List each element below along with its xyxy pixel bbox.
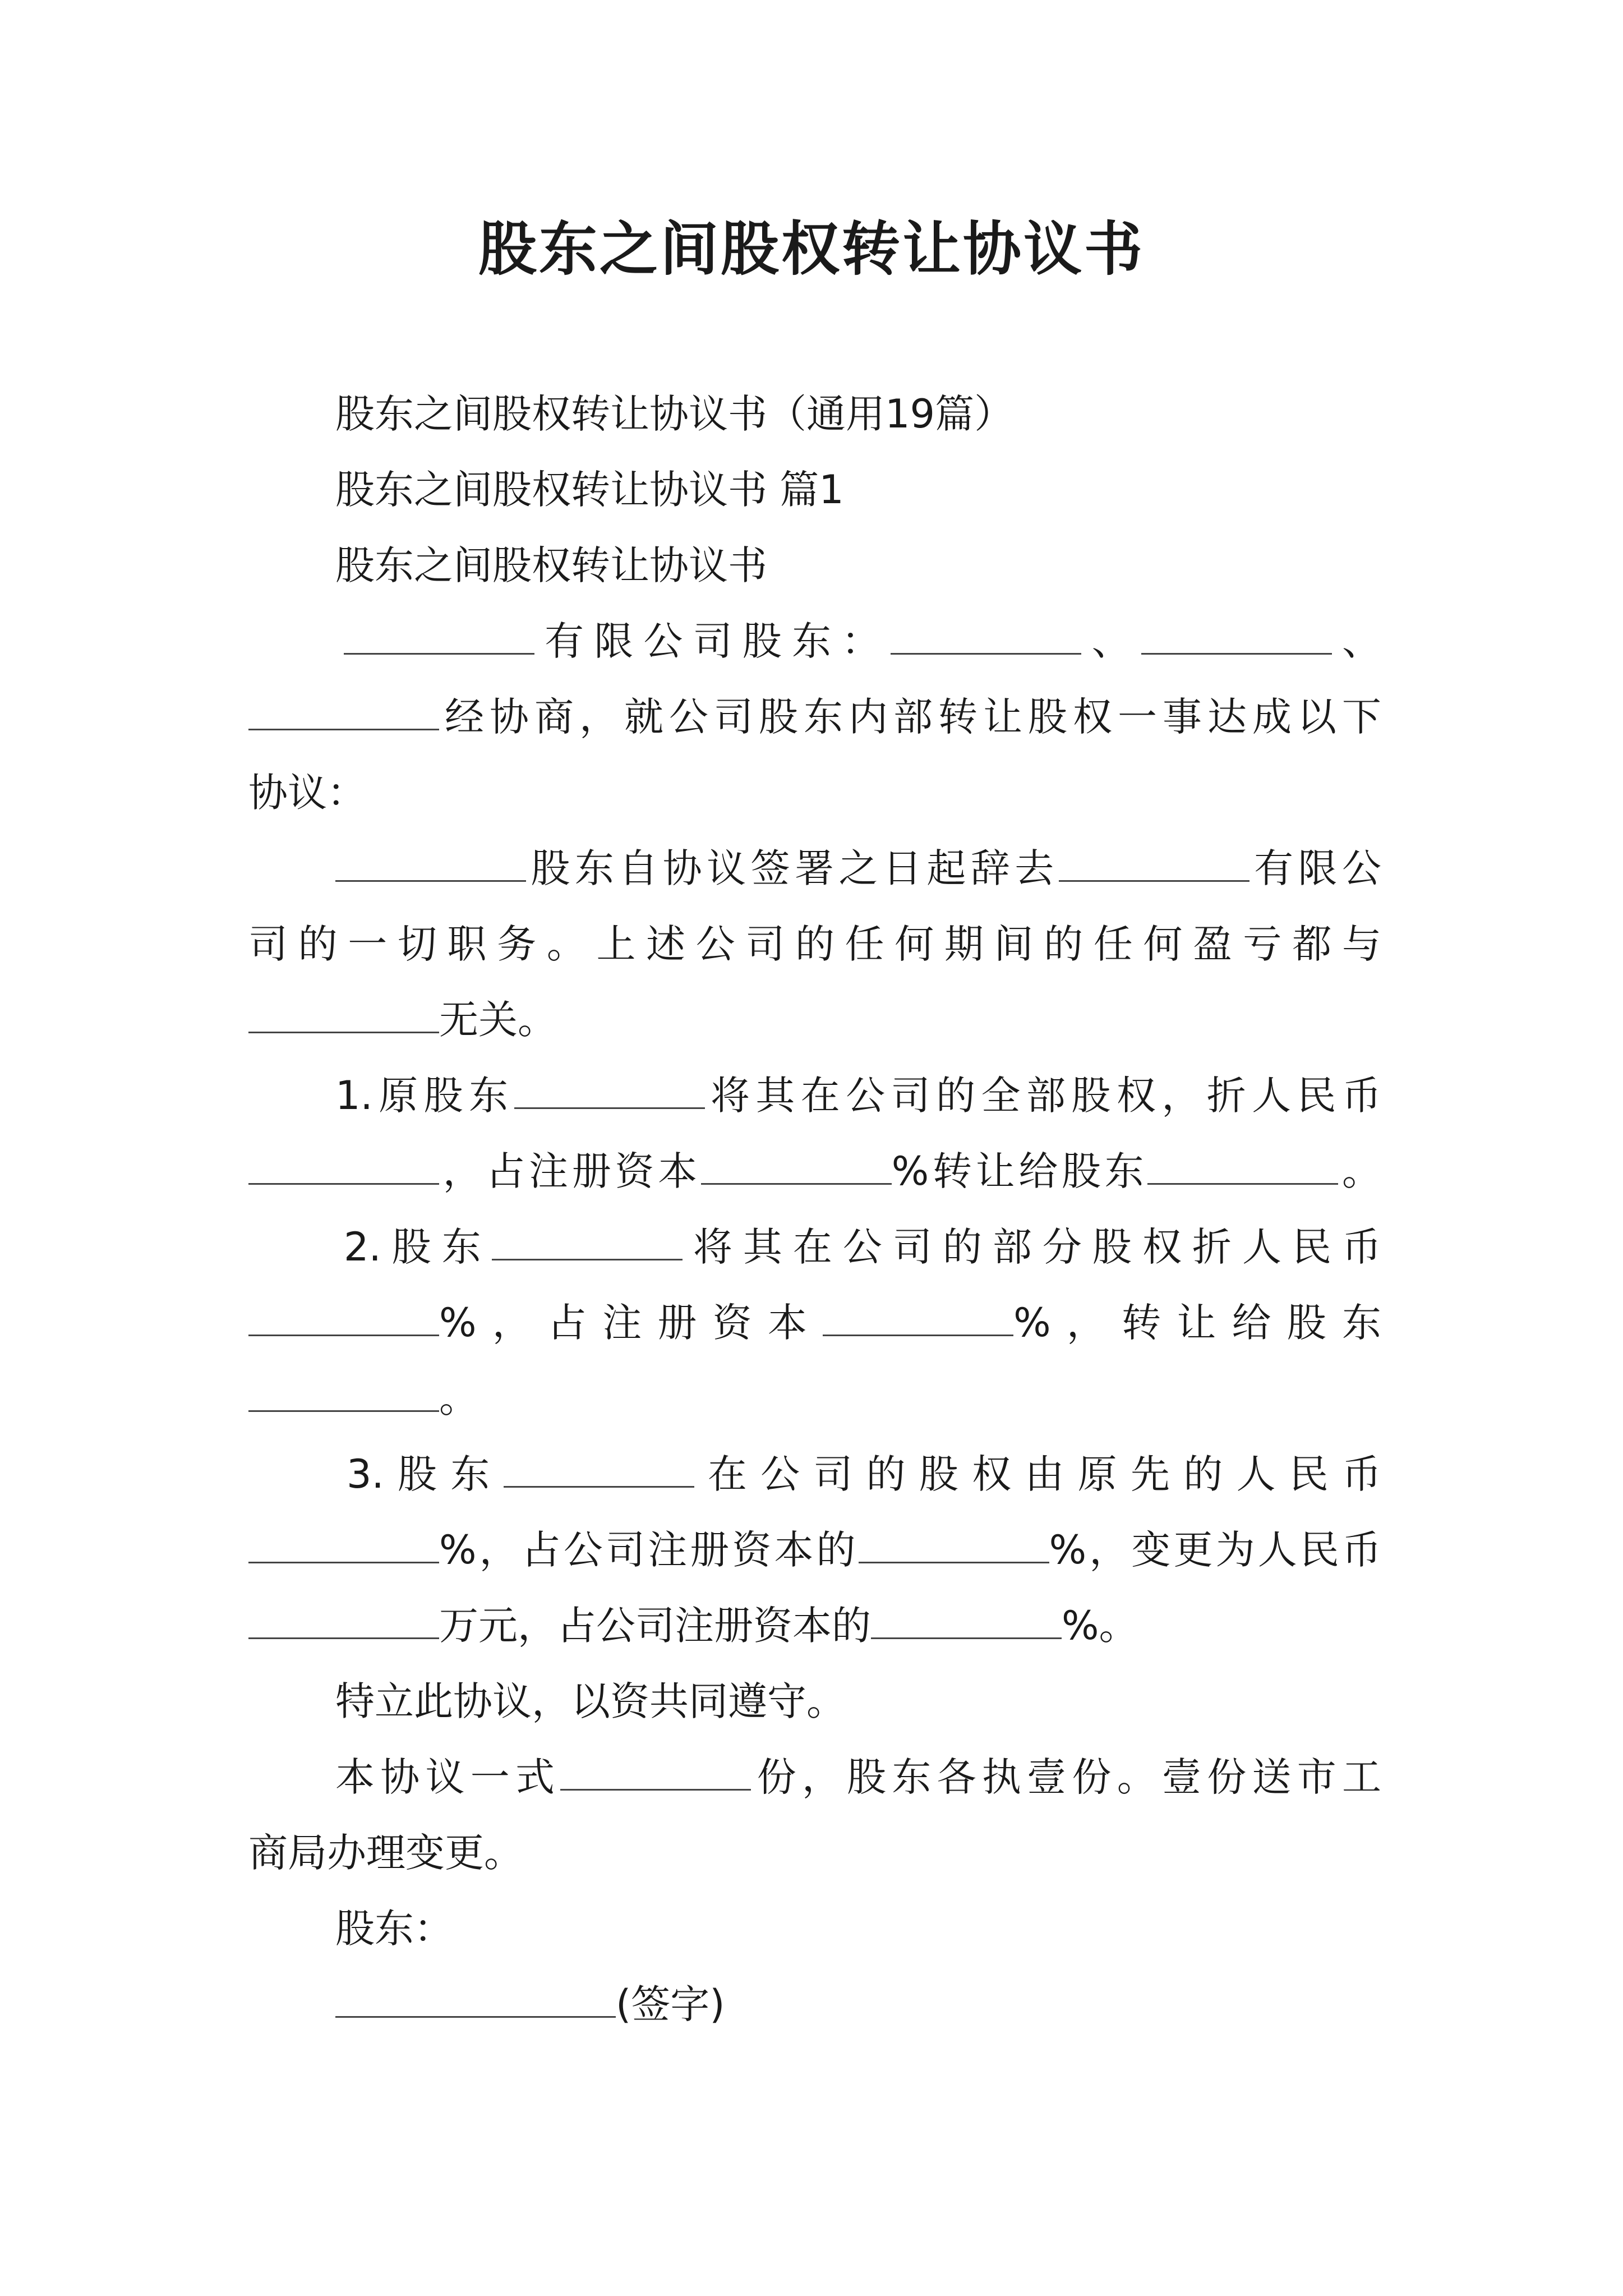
text: 股东： [335,1906,453,1952]
text: 协议： [248,770,366,816]
subtitle [248,387,1381,441]
paragraph-4-line-3 [248,1372,1381,1425]
blank-field[interactable] [701,1149,892,1185]
text: %，转让给股东 [1013,1300,1382,1346]
blank-field[interactable] [248,1149,439,1185]
blank-field[interactable] [560,1755,751,1791]
paragraph-4-line-1 [248,1220,1381,1274]
blank-field[interactable] [248,1604,439,1639]
blank-field[interactable] [335,846,526,882]
paragraph-2-line-3 [248,993,1381,1047]
document-title: 股东之间股权转让协议书 [478,214,1145,283]
text: 、 [1081,618,1141,664]
blank-field[interactable] [514,1074,705,1109]
blank-field[interactable] [248,695,439,730]
text: 万元，占公司注册资本的 [439,1603,871,1649]
text: 2.股东 [344,1224,492,1270]
text: %，变更为人民币 [1049,1527,1381,1573]
section-heading [248,463,1381,517]
signature-line [248,1977,1381,2031]
paragraph-7-line-2 [248,1826,1381,1880]
blank-field[interactable] [823,1301,1013,1336]
text: 无关。 [439,997,557,1043]
paragraph-5-line-1 [248,1447,1381,1501]
blank-field[interactable] [248,1528,439,1563]
blank-field[interactable] [492,1225,683,1260]
text: 股东自协议签署之日起辞去 [526,845,1059,891]
blank-field[interactable] [248,998,439,1033]
text: 本协议一式 [335,1754,561,1800]
paragraph-5-line-2 [248,1523,1381,1577]
paragraph-6 [248,1674,1381,1728]
text: 将其在公司的部分股权折人民币 [682,1224,1381,1270]
paragraph-3-line-2 [248,1144,1381,1198]
text: 。 [439,1375,478,1421]
text: 3.股东 [347,1451,504,1497]
blank-field[interactable] [859,1528,1049,1563]
text: 1.原股东 [335,1073,514,1119]
subtitle-text: 股东之间股权转让协议书（通用19篇） [335,391,1014,437]
text: 。 [1338,1148,1382,1194]
paragraph-7-line-1 [248,1750,1381,1804]
text: 司的一切职务。上述公司的任何期间的任何盈亏都与 [248,921,1381,967]
blank-field[interactable] [871,1604,1062,1639]
text: %，占公司注册资本的 [439,1527,859,1573]
blank-field[interactable] [1059,846,1249,882]
text: 份，股东各执壹份。壹份送市工 [751,1754,1382,1800]
signature-blank[interactable] [335,1982,616,2018]
blank-field[interactable] [891,619,1081,655]
text: 经协商，就公司股东内部转让股权一事达成以下 [439,694,1381,740]
blank-field[interactable] [344,619,534,655]
text: 特立此协议，以资共同遵守。 [335,1678,846,1724]
section-heading-text: 股东之间股权转让协议书 篇1 [335,467,844,513]
blank-field[interactable] [504,1452,694,1488]
paragraph-2-line-1 [248,841,1381,895]
signature-wrap [248,1977,725,2031]
text: 有限公 [1249,845,1381,891]
paragraph-4-line-2 [248,1296,1381,1350]
paragraph-3-line-1 [248,1069,1381,1122]
paragraph-1-line-3 [248,766,1381,820]
text: 在公司的股权由原先的人民币 [694,1451,1381,1497]
text: %转让给股东 [891,1148,1148,1194]
blank-field[interactable] [248,1301,439,1336]
doc-heading [248,539,1381,592]
signature-label: (签字) [616,1981,725,2027]
text: 商局办理变更。 [248,1830,523,1876]
paragraph-1-line-2 [248,690,1381,744]
doc-heading-text: 股东之间股权转让协议书 [335,542,767,588]
blank-field[interactable] [1141,619,1332,655]
blank-field[interactable] [1147,1149,1338,1185]
text: ，占注册资本 [439,1148,701,1194]
text: %。 [1062,1603,1138,1649]
paragraph-5-line-3 [248,1599,1381,1653]
text: 将其在公司的全部股权，折人民币 [704,1073,1381,1119]
text: %，占注册资本 [439,1300,823,1346]
text: 有限公司股东： [534,618,891,664]
blank-field[interactable] [248,1377,439,1412]
text: 、 [1331,618,1382,664]
paragraph-2-line-2 [248,917,1381,971]
paragraph-1-line-1 [248,614,1381,668]
shareholder-label [248,1902,1381,1955]
